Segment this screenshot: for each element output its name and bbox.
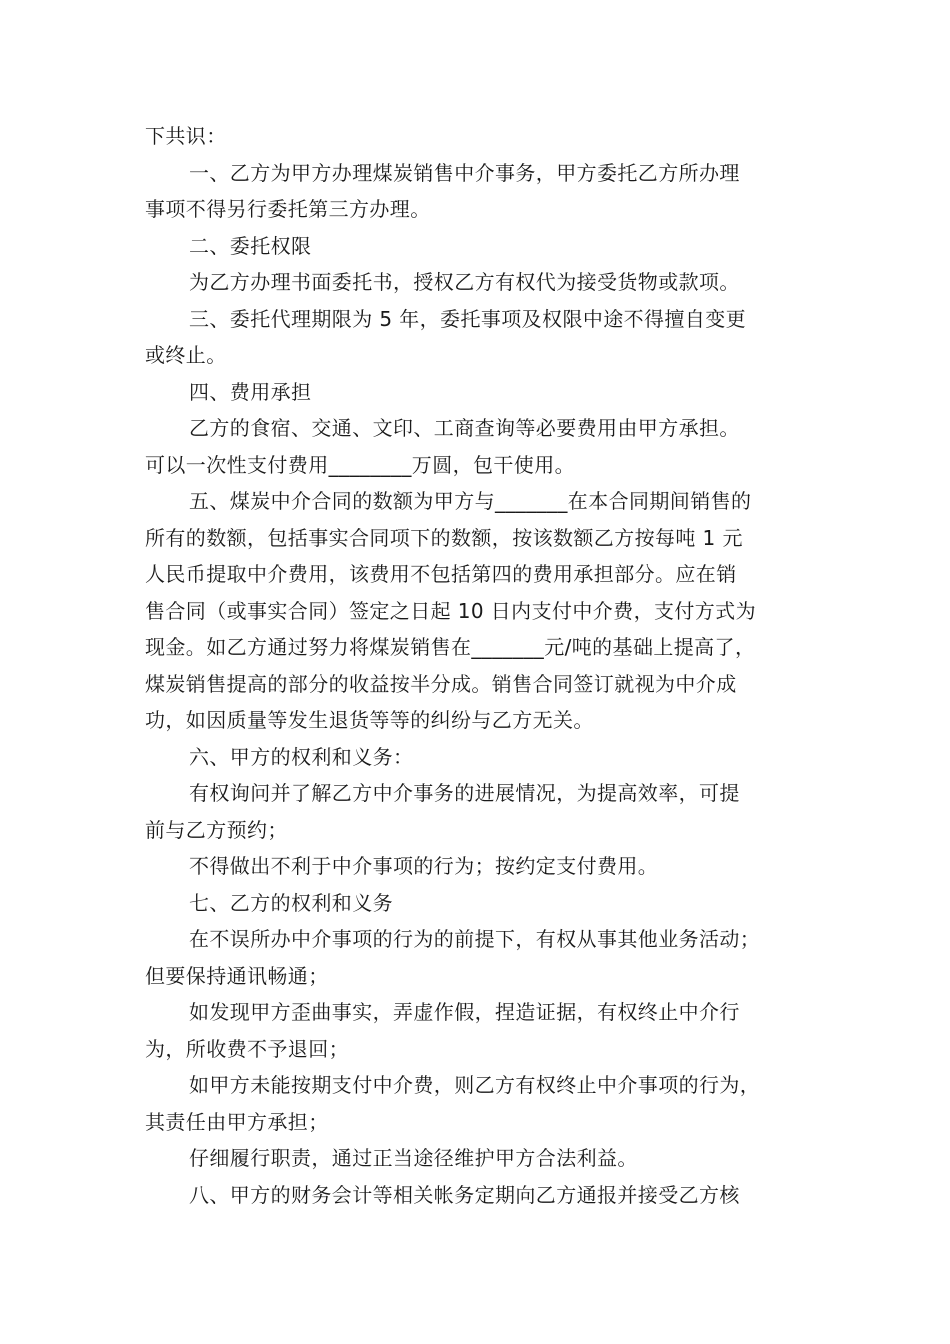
text-line: 煤炭销售提高的部分的收益按半分成。销售合同签订就视为中介成	[145, 671, 737, 696]
text-line: 现金。如乙方通过努力将煤炭销售在_______元/吨的基础上提高了，	[145, 635, 756, 659]
text-line: 如发现甲方歪曲事实，弄虚作假，捏造证据，有权终止中介行	[189, 1000, 740, 1024]
text-line: 四、费用承担	[189, 379, 312, 404]
text-line: 乙方的食宿、交通、文印、工商查询等必要费用由甲方承担。	[189, 416, 740, 440]
text-line: 人民币提取中介费用，该费用不包括第四的费用承担部分。应在销	[145, 562, 737, 586]
text-line: 如甲方未能按期支付中介费，则乙方有权终止中介事项的行为，	[189, 1073, 761, 1097]
text-line: 八、甲方的财务会计等相关帐务定期向乙方通报并接受乙方核	[189, 1182, 740, 1207]
text-line: 五、煤炭中介合同的数额为甲方与_______在本合同期间销售的	[189, 489, 752, 513]
text-line: 功，如因质量等发生退货等等的纠纷与乙方无关。	[145, 708, 594, 732]
text-line: 为乙方办理书面委托书，授权乙方有权代为接受货物或款项。	[189, 270, 740, 294]
text-line: 七、乙方的权利和义务	[189, 890, 393, 915]
text-line: 六、甲方的权利和义务：	[189, 744, 414, 769]
text-line: 二、委托权限	[189, 233, 312, 258]
text-line: 仔细履行职责，通过正当途径维护甲方合法利益。	[189, 1146, 638, 1170]
text-line: 一、乙方为甲方办理煤炭销售中介事务，甲方委托乙方所办理	[189, 160, 740, 185]
contract-body	[145, 118, 825, 1213]
text-line: 下共识：	[145, 124, 227, 148]
text-line: 有权询问并了解乙方中介事务的进展情况，为提高效率，可提	[189, 781, 740, 805]
text-line: 不得做出不利于中介事项的行为；按约定支付费用。	[189, 854, 659, 878]
text-line: 售合同（或事实合同）签定之日起 10 日内支付中介费，支付方式为	[145, 598, 756, 623]
text-line: 其责任由甲方承担；	[145, 1109, 329, 1134]
text-line: 在不误所办中介事项的行为的前提下，有权从事其他业务活动；	[189, 927, 761, 951]
text-line: 为，所收费不予退回；	[145, 1036, 349, 1061]
text-line: 可以一次性支付费用________万圆，包干使用。	[145, 452, 575, 477]
text-line: 事项不得另行委托第三方办理。	[145, 197, 431, 221]
text-line: 或终止。	[145, 343, 227, 367]
text-line: 三、委托代理期限为 5 年，委托事项及权限中途不得擅自变更	[189, 306, 747, 331]
text-line: 但要保持通讯畅通；	[145, 963, 329, 988]
text-line: 前与乙方预约；	[145, 817, 288, 842]
text-line: 所有的数额，包括事实合同项下的数额，按该数额乙方按每吨 1 元	[145, 525, 743, 550]
